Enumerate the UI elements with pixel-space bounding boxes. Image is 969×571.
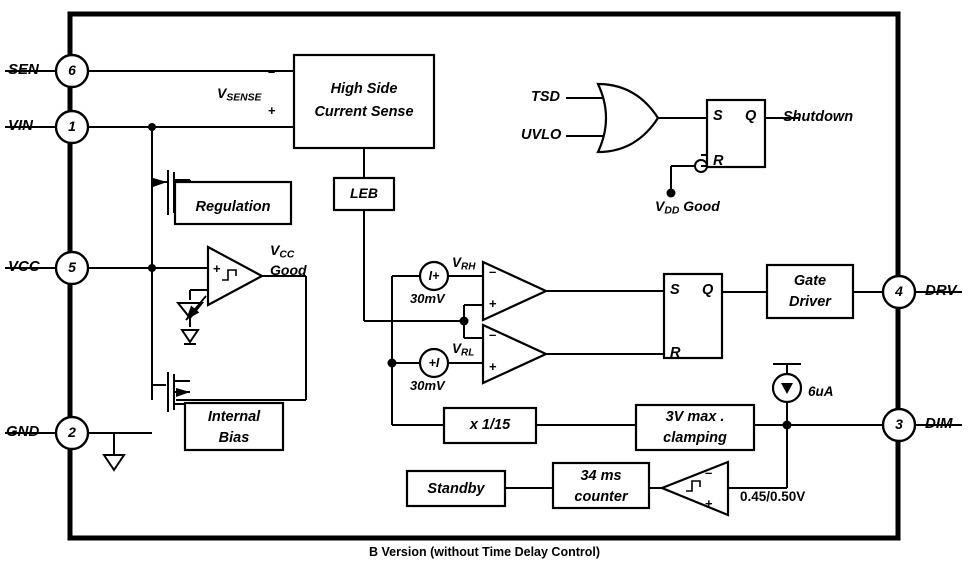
uvlo-label: UVLO xyxy=(521,127,562,143)
current-rh-value: 30mV xyxy=(410,291,445,306)
threshold-comparator-plus: + xyxy=(705,496,713,511)
vcc-good-label-2: Good xyxy=(270,262,307,278)
driver-latch-s: S xyxy=(670,282,680,298)
driver-latch-r: R xyxy=(670,345,681,361)
comparator-rh-minus: – xyxy=(489,264,497,279)
high-side-block-line2: Current Sense xyxy=(314,103,414,120)
pin-number-sen: 6 xyxy=(68,62,76,79)
standby-label: Standby xyxy=(427,480,485,497)
vrh-label: $V_{RH}$ xyxy=(452,255,476,273)
gate-driver-line2: Driver xyxy=(789,293,831,310)
comparator-rh-plus: + xyxy=(489,296,497,311)
pin-label-gnd: GND xyxy=(6,423,40,440)
or-gate xyxy=(598,84,658,152)
pin-number-vin: 1 xyxy=(68,118,76,135)
high-side-block xyxy=(294,55,434,148)
vdd-good-label: $V_{DD}$ Good xyxy=(655,198,720,217)
vsense-plus-sign: + xyxy=(268,103,276,118)
pin-number-vcc: 5 xyxy=(68,259,76,276)
dim-threshold-comparator xyxy=(662,462,728,515)
pin-label-drv: DRV xyxy=(925,282,957,299)
pin-number-gnd: 2 xyxy=(68,424,76,441)
tsd-label: TSD xyxy=(531,89,560,105)
high-side-block-line1: High Side xyxy=(330,80,398,97)
pin-label-dim: DIM xyxy=(925,415,953,432)
pin-number-dim: 3 xyxy=(895,416,903,433)
current-source-rl-label: +I xyxy=(428,356,440,370)
vcc-good-label: $V_{CC}$ xyxy=(270,242,295,261)
counter-line1: 34 ms xyxy=(580,467,622,484)
vrl-label: $V_{RL}$ xyxy=(452,341,475,359)
internal-bias-line2: Bias xyxy=(218,429,250,446)
comparator-rl-minus: – xyxy=(489,327,497,342)
comparator-rl-plus: + xyxy=(489,359,497,374)
vsense-minus-sign: – xyxy=(268,64,276,79)
diagram-caption: B Version (without Time Delay Control) xyxy=(368,545,601,559)
clamp-line1: 3V max . xyxy=(665,408,725,425)
gate-driver-line1: Gate xyxy=(793,272,827,289)
current-source-rh-label: I+ xyxy=(428,269,440,283)
clamp-line2: clamping xyxy=(663,429,727,446)
current-6ua-label: 6uA xyxy=(808,384,834,399)
driver-latch-q: Q xyxy=(702,282,714,298)
pin-label-sen: SEN xyxy=(8,61,39,78)
current-rl-value: 30mV xyxy=(410,378,445,393)
threshold-comparator-minus: – xyxy=(705,465,713,480)
internal-bias-line1: Internal xyxy=(207,408,261,425)
counter-line2: counter xyxy=(574,488,628,505)
leb-block-label: LEB xyxy=(350,185,378,202)
pin-label-vin: VIN xyxy=(8,117,34,134)
pin-number-drv: 4 xyxy=(895,283,903,300)
divider-label: x 1/15 xyxy=(469,416,511,433)
shutdown-latch-r: R xyxy=(713,153,724,169)
shutdown-latch-q: Q xyxy=(745,108,757,124)
pin-label-vcc: VCC xyxy=(8,258,40,275)
shutdown-latch-s: S xyxy=(713,108,723,124)
dim-threshold-label: 0.45/0.50V xyxy=(740,489,806,504)
vsense-label: $V_{SENSE}$ xyxy=(217,85,262,104)
shutdown-label: Shutdown xyxy=(783,109,854,125)
regulation-block-label: Regulation xyxy=(195,198,271,215)
vcc-comparator-plus: + xyxy=(213,261,221,276)
